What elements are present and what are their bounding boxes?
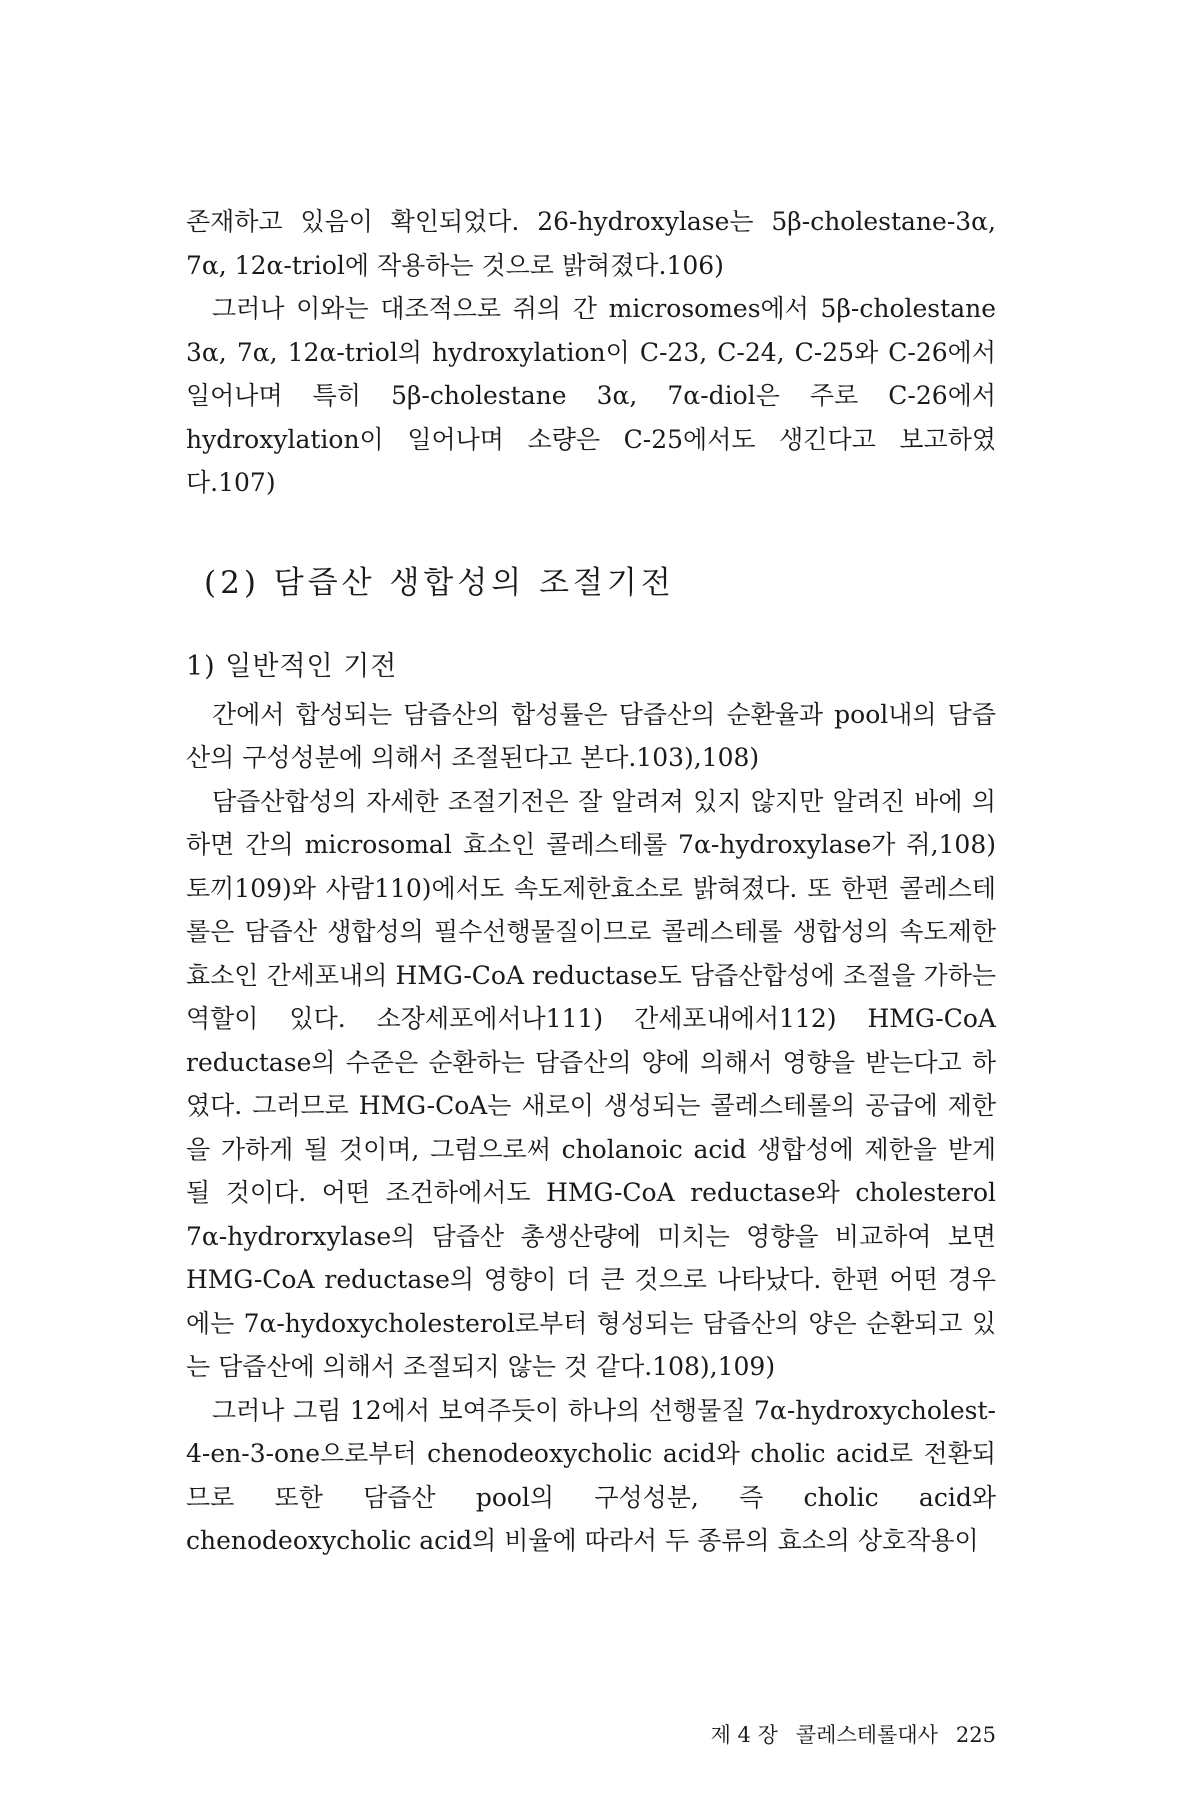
footer-chapter: 제 4 장 xyxy=(710,1723,778,1747)
paragraph-1: 존재하고 있음이 확인되었다. 26-hydroxylase는 5β-cholestane-3α, 7α, 12α-triol에 작용하는 것으로 밝혀졌다.106) xyxy=(186,207,996,280)
footer-chapter-title: 콜레스테롤대사 xyxy=(795,1723,938,1747)
paragraph-5: 그러나 그림 12에서 보여주듯이 하나의 선행물질 7α-hydroxycholest-4-en-3-one으로부터 chenodeoxycholic acid와 cholic acid로 전환되므로 또한 담즙산 pool의 구성성분, 즉 cholic acid와 chenodeoxycholic acid의 비율에 따라서 두 종류의 효소의 상호작용이 xyxy=(186,1395,996,1555)
page-number: 225 xyxy=(955,1723,996,1747)
paragraph-2: 그러나 이와는 대조적으로 쥐의 간 microsomes에서 5β-cholestane 3α, 7α, 12α-triol의 hydroxylation이 C-23, C-24, C-25와 C-26에서 일어나며 특히 5β-cholestane 3α, 7α-diol은 주로 C-26에서 hydroxylation이 일어나며 소량은 C-25에서도 생긴다고 보고하였다.107) xyxy=(186,294,996,497)
sub-heading: 1) 일반적인 기전 xyxy=(186,650,398,682)
section-heading: (2) 담즙산 생합성의 조절기전 xyxy=(204,564,675,601)
paragraph-3: 간에서 합성되는 담즙산의 합성률은 담즙산의 순환율과 pool내의 담즙산의 구성성분에 의해서 조절된다고 본다.103),108) xyxy=(186,699,996,772)
page-footer xyxy=(186,1720,996,1750)
document-page xyxy=(186,200,996,1747)
paragraph-4: 담즙산합성의 자세한 조절기전은 잘 알려져 있지 않지만 알려진 바에 의하면 간의 microsomal 효소인 콜레스테롤 7α-hydroxylase가 쥐,108) 토끼109)와 사람110)에서도 속도제한효소로 밝혀졌다. 또 한편 콜레스테롤은 담즙산 생합성의 필수선행물질이므로 콜레스테롤 생합성의 속도제한효소인 간세포내의 HMG-CoA reductase도 담즙산합성에 조절을 가하는 역할이 있다. 소장세포에서나111) 간세포내에서112) HMG-CoA reductase의 수준은 순환하는 담즙산의 양에 의해서 영향을 받는다고 하였다. 그러므로 HMG-CoA는 새로이 생성되는 콜레스테롤의 공급에 제한을 가하게 될 것이며, 그럼으로써 cholanoic acid 생합성에 제한을 받게 될 것이다. 어떤 조건하에서도 HMG-CoA reductase와 cholesterol 7α-hydrorxylase의 담즙산 총생산량에 미치는 영향을 비교하여 보면 HMG-CoA reductase의 영향이 더 큰 것으로 나타났다. 한편 어떤 경우에는 7α-hydoxycholesterol로부터 형성되는 담즙산의 양은 순환되고 있는 담즙산에 의해서 조절되지 않는 것 같다.108),109) xyxy=(186,786,996,1381)
